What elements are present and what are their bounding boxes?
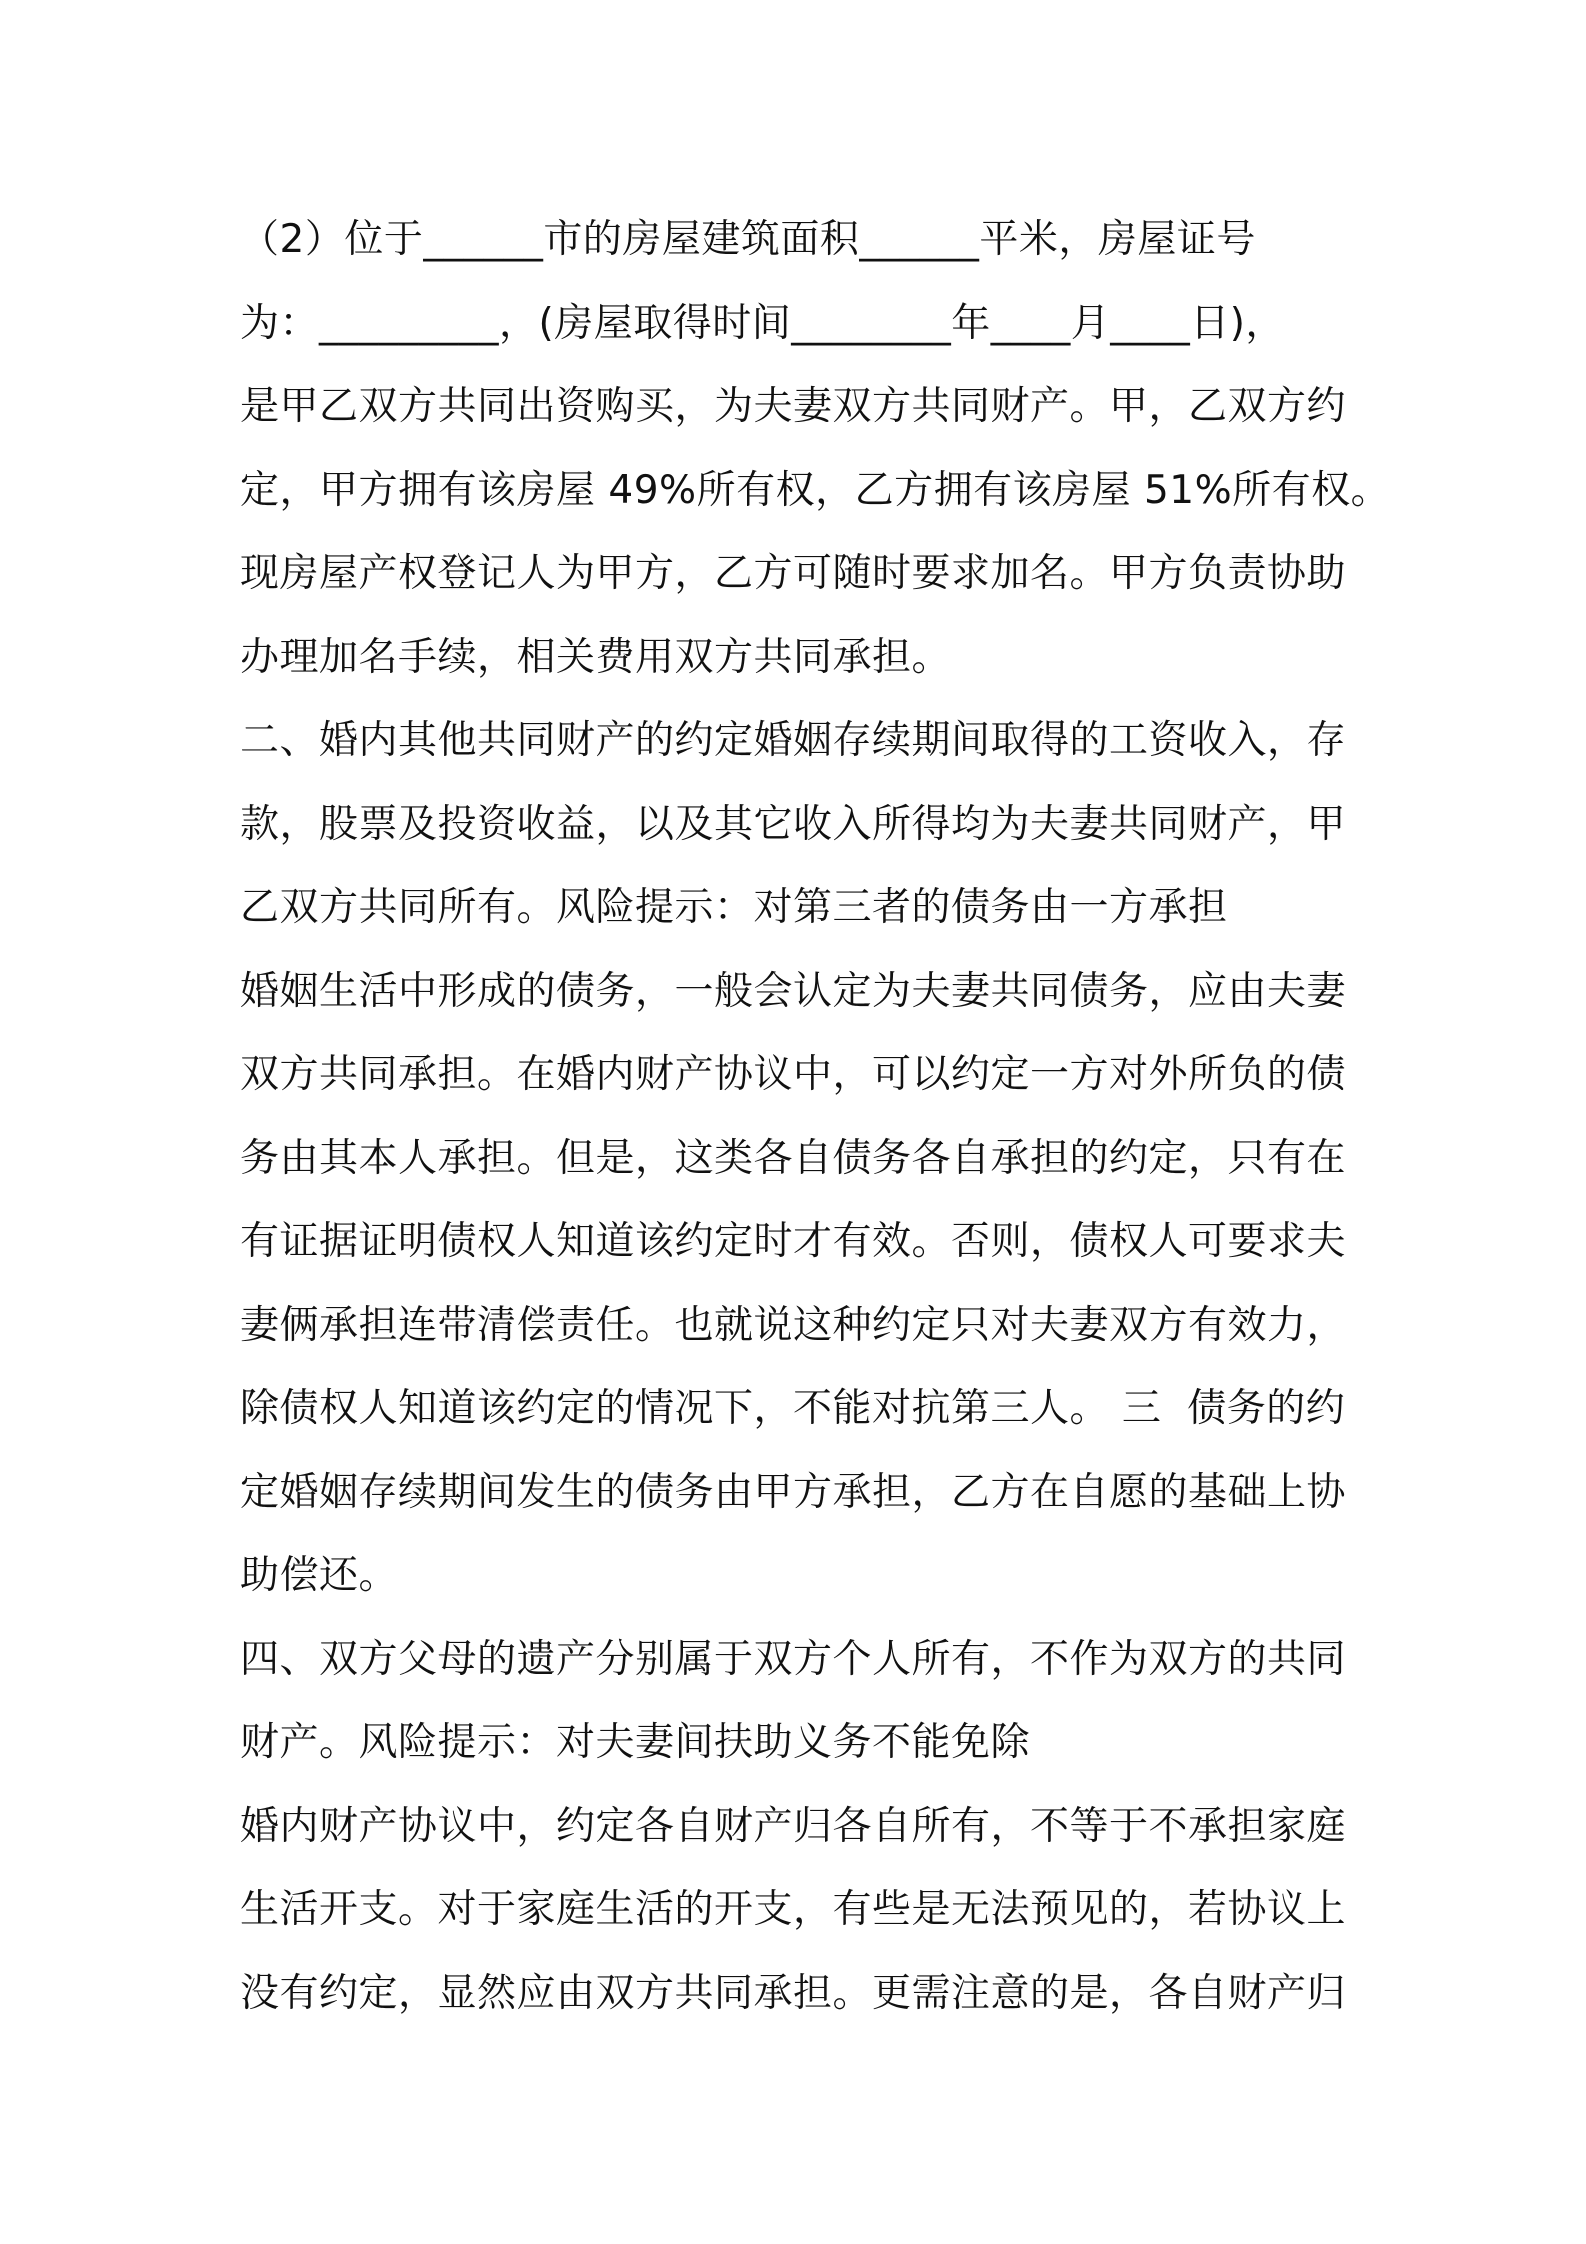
- text-line: 四、双方父母的遗产分别属于双方个人所有，不作为双方的共同: [240, 1636, 1347, 1682]
- text-line: 定婚姻存续期间发生的债务由甲方承担，乙方在自愿的基础上协: [240, 1469, 1347, 1515]
- text-line: 为：_________，(房屋取得时间________年____月____日)，: [240, 300, 1285, 346]
- text-line: 没有约定，显然应由双方共同承担。更需注意的是，各自财产归: [240, 1970, 1347, 2016]
- text-line: 现房屋产权登记人为甲方，乙方可随时要求加名。甲方负责协助: [240, 551, 1347, 596]
- text-line: （2）位于______市的房屋建筑面积______平米，房屋证号: [240, 217, 1256, 262]
- text-line: 乙双方共同所有。风险提示：对第三者的债务由一方承担: [240, 885, 1228, 930]
- text-line: 婚姻生活中形成的债务，一般会认定为夫妻共同债务，应由夫妻: [240, 968, 1347, 1014]
- text-line: 有证据证明债权人知道该约定时才有效。否则，债权人可要求夫: [240, 1219, 1347, 1264]
- text-line: 妻俩承担连带清偿责任。也就说这种约定只对夫妻双方有效力，: [240, 1302, 1347, 1348]
- text-line: 婚内财产协议中，约定各自财产归各自所有，不等于不承担家庭: [240, 1803, 1347, 1849]
- text-line: 助偿还。: [240, 1553, 399, 1598]
- document-body: [240, 198, 1391, 2035]
- text-line: 二、婚内其他共同财产的约定婚姻存续期间取得的工资收入，存: [240, 718, 1347, 763]
- text-line: 双方共同承担。在婚内财产协议中，可以约定一方对外所负的债: [240, 1052, 1347, 1097]
- text-line: 是甲乙双方共同出资购买，为夫妻双方共同财产。甲，乙双方约: [240, 384, 1347, 429]
- text-line: 款，股票及投资收益，以及其它收入所得均为夫妻共同财产，甲: [240, 801, 1347, 847]
- text-line: 生活开支。对于家庭生活的开支，有些是无法预见的，若协议上: [240, 1887, 1347, 1932]
- text-line: 除债权人知道该约定的情况下，不能对抗第三人。 三 债务的约: [240, 1386, 1346, 1431]
- text-line: 定，甲方拥有该房屋 49%所有权，乙方拥有该房屋 51%所有权。: [240, 467, 1391, 513]
- text-line: 财产。风险提示：对夫妻间扶助义务不能免除: [240, 1720, 1031, 1765]
- text-line: 办理加名手续，相关费用双方共同承担。: [240, 634, 952, 680]
- text-line: 务由其本人承担。但是，这类各自债务各自承担的约定，只有在: [240, 1135, 1347, 1181]
